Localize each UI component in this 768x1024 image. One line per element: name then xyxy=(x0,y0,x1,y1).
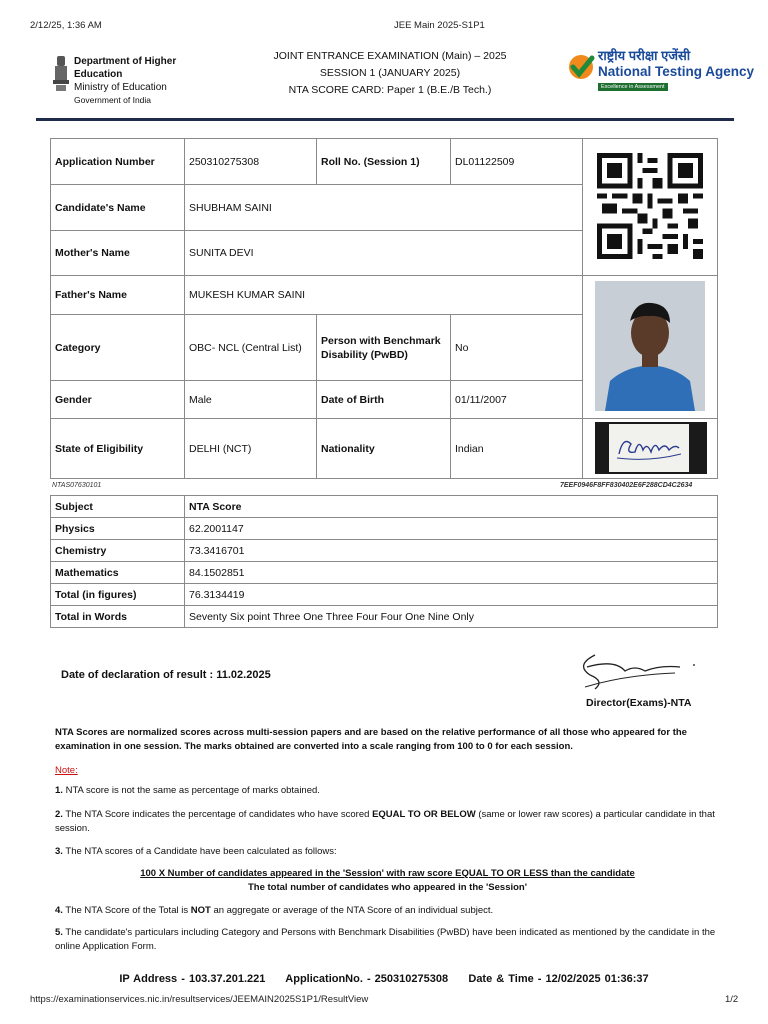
note-2-emphasis: EQUAL TO OR BELOW xyxy=(372,809,476,820)
note-2 xyxy=(55,808,720,836)
state-label: State of Eligibility xyxy=(51,419,185,479)
score-value: 76.3134419 xyxy=(185,584,718,606)
print-url: https://examinationservices.nic.in/resultservices/JEEMAIN2025S1P1/ResultView xyxy=(30,994,369,1005)
note-2-number: 2. xyxy=(55,809,63,820)
note-3 xyxy=(55,845,720,859)
formula-denominator: The total number of candidates who appeared in the 'Session' xyxy=(247,882,527,893)
note-2-text-a: The NTA Score indicates the percentage of candidates who have scored xyxy=(65,809,370,820)
score-value: 62.2001147 xyxy=(185,518,718,540)
gender-value: Male xyxy=(185,381,317,419)
footer-info xyxy=(0,973,768,985)
note-4-emphasis: NOT xyxy=(190,905,211,916)
note-3-text: The NTA scores of a Candidate have been calculated as follows: xyxy=(65,846,337,857)
score-subject: Physics xyxy=(51,518,185,540)
nta-logo-block xyxy=(568,46,755,96)
gender-label: Gender xyxy=(51,381,185,419)
candidate-photo xyxy=(595,281,705,411)
note-1-number: 1. xyxy=(55,785,63,796)
formula xyxy=(55,867,720,895)
doe-line2: Ministry of Education xyxy=(74,82,167,93)
dob-value: 01/11/2007 xyxy=(451,381,583,419)
score-value: 73.3416701 xyxy=(185,540,718,562)
title-line2: SESSION 1 (JANUARY 2025) xyxy=(319,67,461,79)
mother-name-value: SUNITA DEVI xyxy=(185,231,583,276)
footer-ip: IP Address - 103.37.201.221 xyxy=(119,973,266,985)
dob-label: Date of Birth xyxy=(317,381,451,419)
nta-score-intro: NTA Scores are normalized scores across multi-session papers and are based on the relative performance of all those who appeared for the examination in one session. The marks obtained are converted into a scale ranging from 100 to 0 for each session. xyxy=(55,727,687,752)
formula-numerator: 100 X Number of candidates appeared in the 'Session' with raw score EQUAL TO OR LESS than the candidate xyxy=(140,868,635,879)
nationality-label: Nationality xyxy=(317,419,451,479)
score-row xyxy=(51,606,718,628)
score-row xyxy=(51,540,718,562)
score-subject: Mathematics xyxy=(51,562,185,584)
candidate-photo-image xyxy=(595,281,705,411)
note-4-number: 4. xyxy=(55,905,63,916)
doe-logo-block xyxy=(52,52,222,105)
score-row xyxy=(51,562,718,584)
note-5-number: 5. xyxy=(55,927,63,938)
application-number-value: 250310275308 xyxy=(185,139,317,185)
score-row xyxy=(51,584,718,606)
score-header-score: NTA Score xyxy=(185,496,718,518)
score-subject: Total in Words xyxy=(51,606,185,628)
signature-image xyxy=(609,424,689,472)
title-line3: NTA SCORE CARD: Paper 1 (B.E./B Tech.) xyxy=(288,84,492,96)
nationality-value: Indian xyxy=(451,419,583,479)
director-title: Director(Exams)-NTA xyxy=(586,697,692,709)
nta-tagline: Excellence in Assessment xyxy=(598,83,668,91)
father-name-value: MUKESH KUMAR SAINI xyxy=(185,276,583,315)
print-page-number: 1/2 xyxy=(725,994,739,1005)
category-value: OBC- NCL (Central List) xyxy=(185,315,317,381)
footer-datetime: Date & Time - 12/02/2025 01:36:37 xyxy=(468,973,649,985)
pwbd-value: No xyxy=(451,315,583,381)
candidate-signature xyxy=(595,422,707,474)
note-1 xyxy=(55,784,720,798)
state-value: DELHI (NCT) xyxy=(185,419,317,479)
note-5 xyxy=(55,926,720,954)
roll-no-label: Roll No. (Session 1) xyxy=(317,139,451,185)
mother-name-label: Mother's Name xyxy=(51,231,185,276)
qr-code-icon xyxy=(597,150,703,262)
nta-hindi-name: राष्ट्रीय परीक्षा एजेंसी xyxy=(598,48,691,63)
score-header-row xyxy=(51,496,718,518)
footer-application: ApplicationNo. - 250310275308 xyxy=(285,973,449,985)
note-3-number: 3. xyxy=(55,846,63,857)
note-label: Note: xyxy=(55,765,78,776)
emblem-icon xyxy=(52,54,70,94)
candidate-name-label: Candidate's Name xyxy=(51,185,185,231)
director-signature-image xyxy=(565,645,705,695)
score-header-subject: Subject xyxy=(51,496,185,518)
candidate-name-value: SHUBHAM SAINI xyxy=(185,185,583,231)
note-4 xyxy=(55,904,720,918)
note-4-text-b: an aggregate or average of the NTA Score of an individual subject. xyxy=(213,905,494,916)
print-page-title: JEE Main 2025-S1P1 xyxy=(394,20,485,31)
nta-serial-code: NTAS07630101 xyxy=(52,482,102,489)
nta-english-name: National Testing Agency xyxy=(598,64,755,79)
score-value: Seventy Six point Three One Three Four Four One Nine Only xyxy=(185,606,718,628)
pwbd-label: Person with Benchmark Disability (PwBD) xyxy=(317,315,451,381)
doe-line3: Government of India xyxy=(74,95,152,105)
score-table xyxy=(50,495,718,628)
score-subject: Chemistry xyxy=(51,540,185,562)
father-name-label: Father's Name xyxy=(51,276,185,315)
title-line1: JOINT ENTRANCE EXAMINATION (Main) – 2025 xyxy=(273,50,507,62)
score-subject: Total (in figures) xyxy=(51,584,185,606)
exam-title-block xyxy=(220,48,560,99)
print-datetime: 2/12/25, 1:36 AM xyxy=(30,20,102,31)
score-row xyxy=(51,518,718,540)
nta-check-icon xyxy=(568,50,596,84)
header-divider xyxy=(36,118,734,121)
application-number-label: Application Number xyxy=(51,139,185,185)
verification-hash: 7EEF0946F8FF830402E6F288CD4C2634 xyxy=(560,482,693,489)
note-2-text-b: (same or lower raw scores) a particular candidate in that session. xyxy=(55,809,715,834)
note-4-text-a: The NTA Score of the Total is xyxy=(65,905,189,916)
declaration-date: Date of declaration of result : 11.02.2025 xyxy=(61,669,271,681)
doe-line1: Department of Higher Education xyxy=(74,56,177,80)
note-5-text: The candidate's particulars including Category and Persons with Benchmark Disabilities (PwBD) have been indicated as mentioned by the candidate in the online Application Form. xyxy=(55,927,716,952)
score-value: 84.1502851 xyxy=(185,562,718,584)
note-1-text: NTA score is not the same as percentage of marks obtained. xyxy=(65,785,320,796)
category-label: Category xyxy=(51,315,185,381)
roll-no-value: DL01122509 xyxy=(451,139,583,185)
